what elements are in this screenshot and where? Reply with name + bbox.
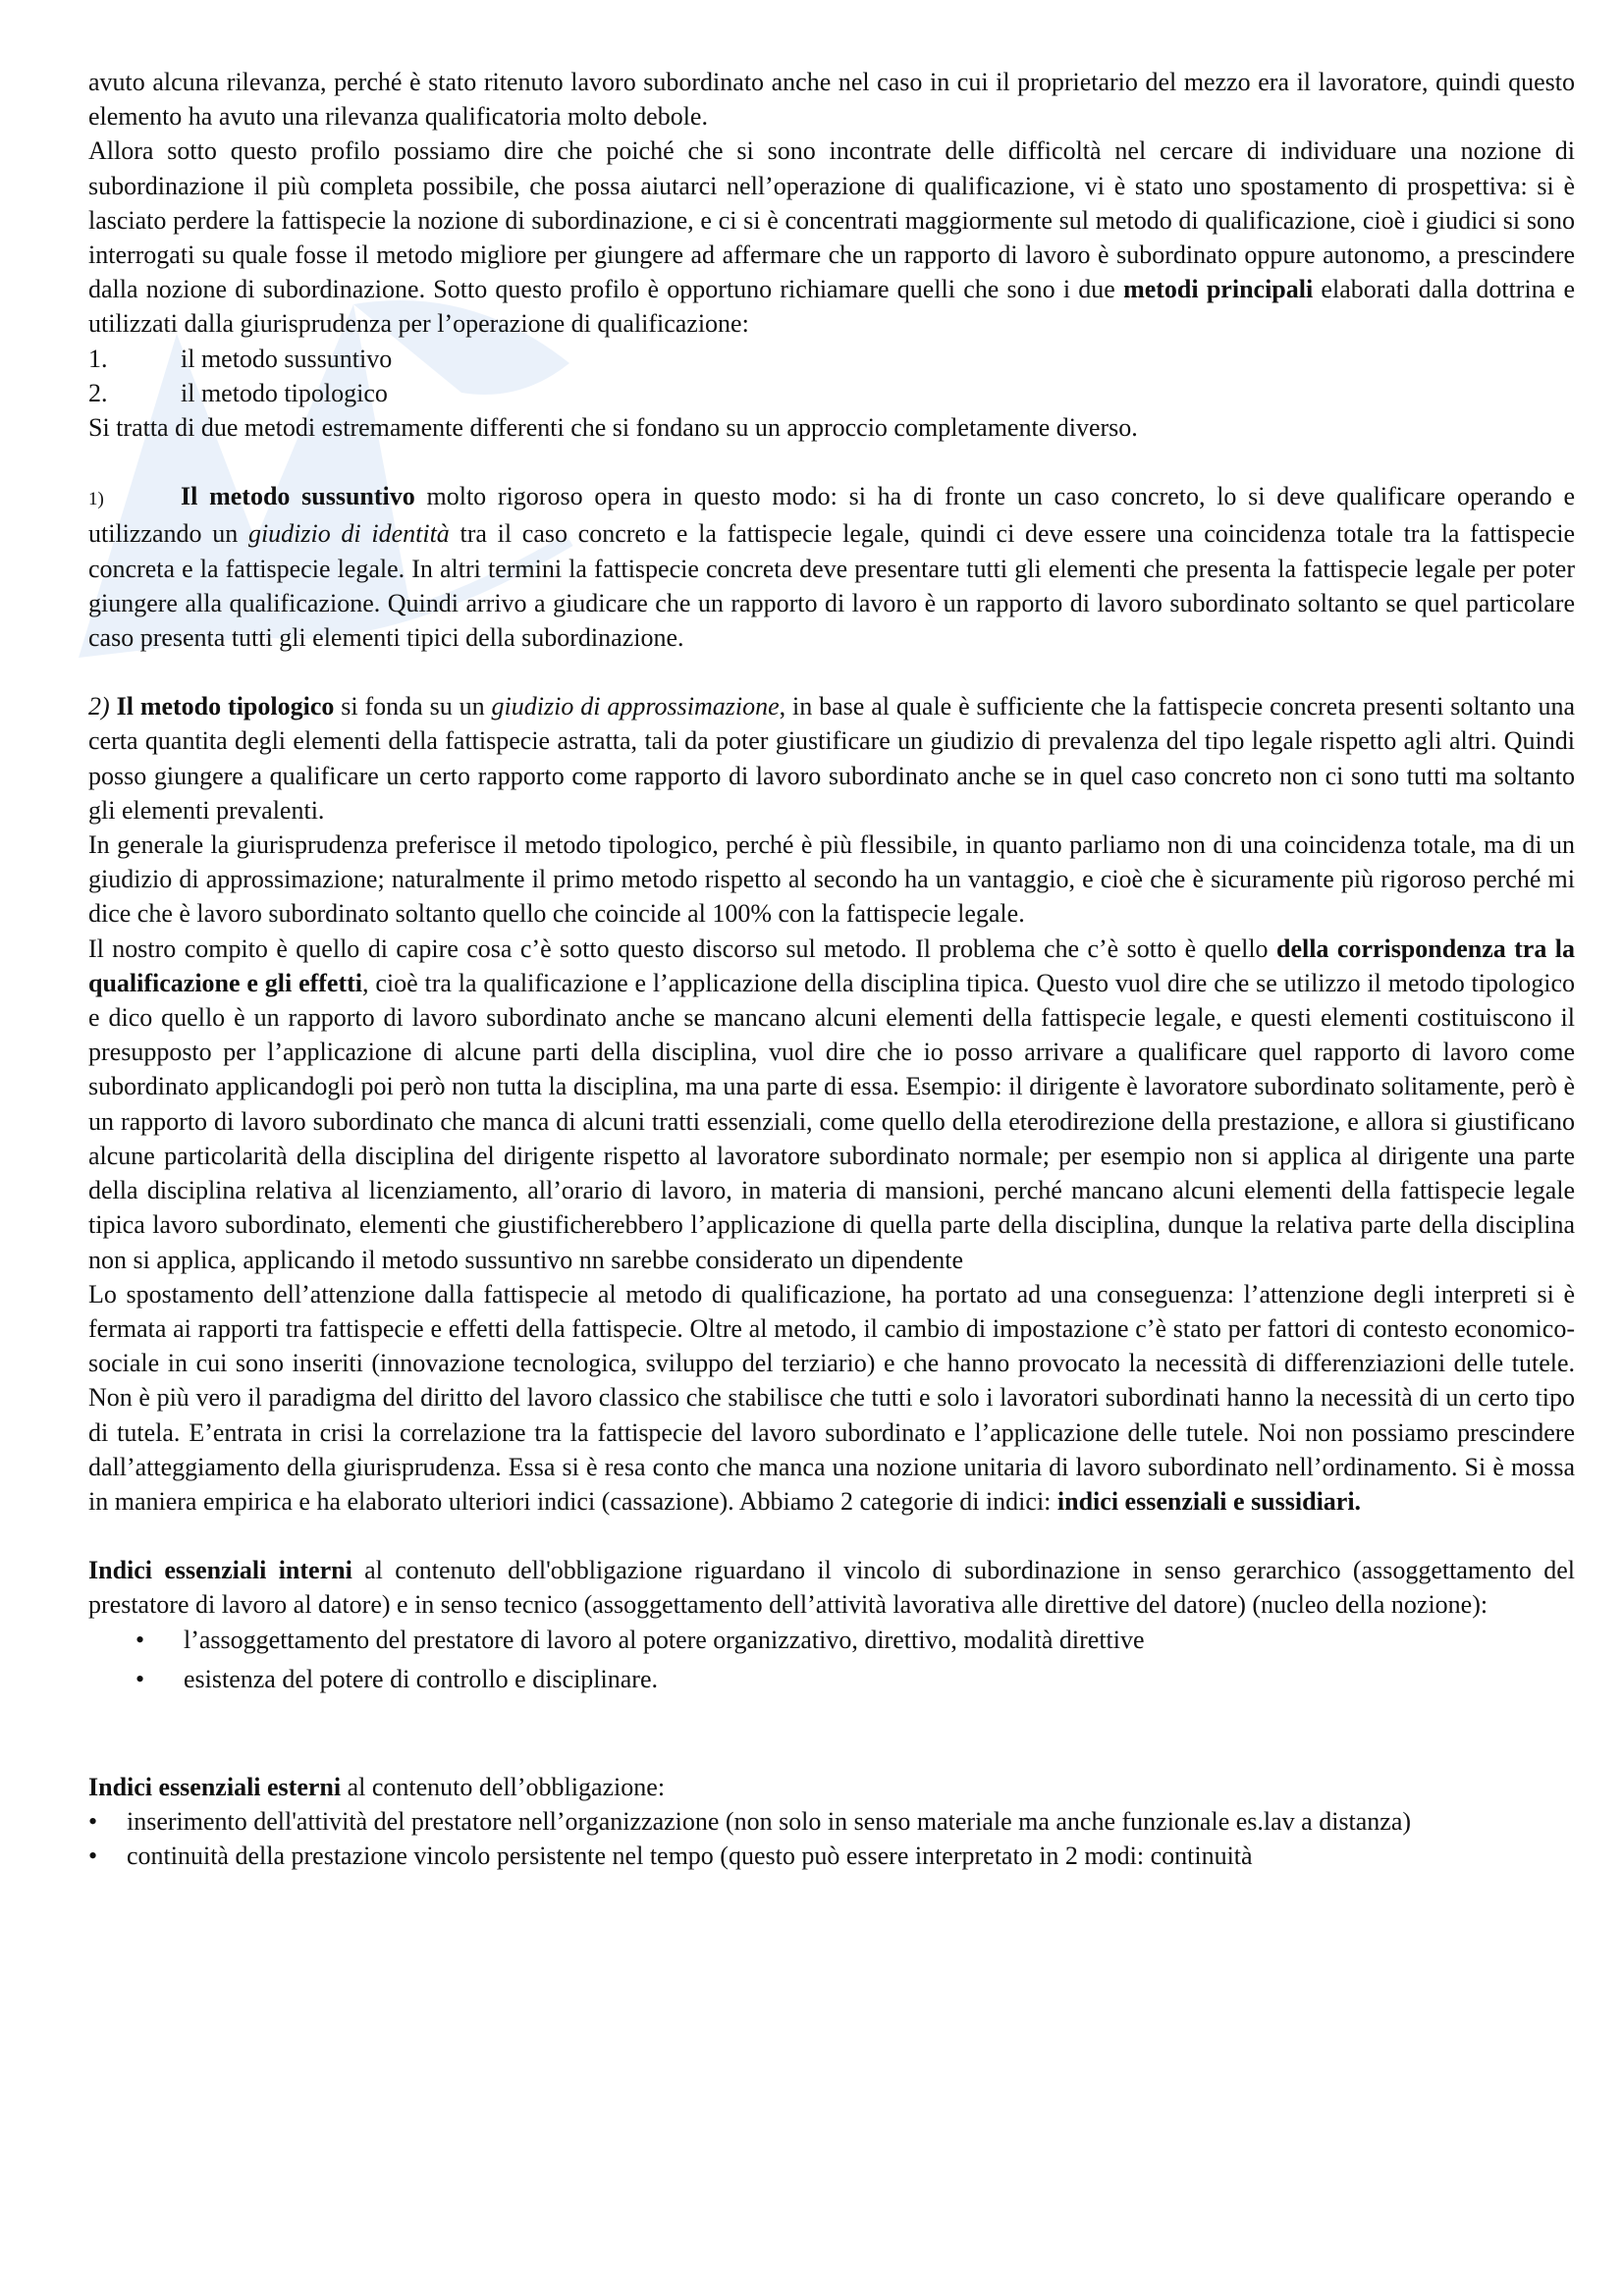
- paragraph-metodo-tipologico: [88, 689, 1575, 828]
- bold-run: Indici essenziali esterni: [88, 1772, 342, 1801]
- document-page: [88, 65, 1575, 1874]
- list-item-method-1: [88, 342, 1575, 376]
- text-run: , in base al quale è sufficiente che la fattispecie concreta presenti soltanto una certa quantita degli elementi della fattispecie astratta, tali da poter giustificare un giudizio di prevalenza del tipo legale rispetto agli altri. Quindi posso giungere a qualificare un certo rapporto come rapporto di lavoro subordinato anche se in quel caso concreto non ci sono tutti ma soltanto gli elementi prevalenti.: [88, 692, 1575, 825]
- text-run: Il nostro compito è quello di capire cosa c’è sotto questo discorso sul metodo. Il problema che c’è sotto è quello: [88, 934, 1276, 963]
- italic-run: giudizio di approssimazione: [491, 692, 780, 721]
- bold-run: metodi principali: [1123, 275, 1314, 304]
- list-number: 1.: [88, 344, 108, 373]
- paragraph-number: 1): [88, 489, 104, 510]
- bold-run: Il metodo tipologico: [116, 692, 335, 721]
- list-item: • esistenza del potere di controllo e disciplinare.: [88, 1662, 1575, 1696]
- text-run: al contenuto dell’obbligazione:: [341, 1772, 666, 1801]
- text-run: Lo spostamento dell’attenzione dalla fattispecie al metodo di qualificazione, ha portato ad una conseguenza: l’attenzione degli interpreti si è fermata ai rapporti tra fattispecie e effetti della fattispecie. Oltre al metodo, il cambio di impostazione c’è stato per fattori di contesto economico-sociale in cui sono inseriti (innovazione tecnologica, sviluppo del terziario) e che hanno provocato la necessità di differenziazioni delle tutele. Non è più vero il paradigma del diritto del lavoro classico che stabilisce che tutti e solo i lavoratori subordinati hanno la necessità di un certo tipo di tutela. E’entrata in crisi la correlazione tra la fattispecie del lavoro subordinato e l’applicazione delle tutele. Noi non possiamo prescindere dall’atteggiamento della giurisprudenza. Essa si è resa conto che manca una nozione unitaria di lavoro subordinato nell’ordinamento. Si è mossa in maniera empirica e ha elaborato ulteriori indici (cassazione). Abbiamo 2 categorie di indici:: [88, 1279, 1575, 1516]
- text-run: si fonda su un: [334, 692, 492, 721]
- paragraph-indici-interni: [88, 1553, 1575, 1622]
- list-number: 2.: [88, 378, 108, 407]
- text-run: tra il caso concreto e la fattispecie legale, quindi ci deve essere una coincidenza totale tra la fattispecie concreta e la fattispecie legale. In altri termini la fattispecie concreta deve presentare tutti gli elementi che presenta la fattispecie legale per poter giungere alla qualificazione. Quindi arrivo a giudicare che un rapporto di lavoro è un rapporto di lavoro subordinato soltanto se quel particolare caso presenta tutti gli elementi tipici della subordinazione.: [88, 519, 1575, 653]
- list-item: • inserimento dell'attività del prestatore nell’organizzazione (non solo in senso materiale ma anche funzionale es.lav a distanza): [88, 1804, 1575, 1839]
- bold-run: Indici essenziali interni: [88, 1556, 352, 1585]
- paragraph-allora: [88, 133, 1575, 341]
- paragraph-indici-esterni: [88, 1770, 1575, 1804]
- text-run: molto rigoroso opera in questo modo: si ha di fronte un caso concreto, lo si deve qualificare operando e utilizzando un: [88, 482, 1575, 549]
- list-label: il metodo tipologico: [181, 378, 388, 407]
- text-run: elaborati dalla dottrina e utilizzati dalla giurisprudenza per l’operazione di qualificazione:: [88, 275, 1575, 339]
- paragraph-due-metodi: Si tratta di due metodi estremamente differenti che si fondano su un approccio completamente diverso.: [88, 413, 1138, 443]
- list-item: • continuità della prestazione vincolo persistente nel tempo (questo può essere interpretato in 2 modi: continuità: [88, 1839, 1575, 1873]
- text-run: , cioè tra la qualificazione e l’applicazione della disciplina tipica. Questo vuol dire che se utilizzo il metodo tipologico e dico quello è un rapporto di lavoro subordinato anche se mancano alcuni elementi della fattispecie legale, e questi elementi costituiscono il presupposto per l’applicazione di alcune parti della disciplina, vuol dire che io posso arrivare a qualificare quel rapporto di lavoro come subordinato applicandogli poi però non tutta la disciplina, ma una parte di essa. Esempio: il dirigente è lavoratore subordinato solitamente, però è un rapporto di lavoro subordinato che manca di alcuni tratti essenziali, come quello della eterodirezione della prestazione, e allora si giustificano alcune particolarità della disciplina del dirigente rispetto al lavoratore subordinato normale; per esempio non si applica al dirigente una parte della disciplina relativa al licenziamento, all’orario di lavoro, in materia di mansioni, perché mancano alcuni elementi della fattispecie legale tipica lavoro subordinato, elementi che giustificherebbero l’applicazione di quella parte della disciplina, dunque la relativa parte della disciplina non si applica, applicando il metodo sussuntivo nn sarebbe considerato un dipendente: [88, 968, 1575, 1274]
- bold-run: Il metodo sussuntivo: [181, 482, 415, 511]
- list-indici-esterni: [88, 1804, 1575, 1873]
- bold-run: della corrispondenza tra la qualificazione e gli effetti: [88, 934, 1575, 997]
- paragraph-intro: avuto alcuna rilevanza, perché è stato ritenuto lavoro subordinato anche nel caso in cui il proprietario del mezzo era il lavoratore, quindi questo elemento ha avuto una rilevanza qualificatoria molto debole.: [88, 68, 1575, 132]
- list-label: il metodo sussuntivo: [181, 344, 393, 373]
- list-item-method-2: [88, 376, 1575, 410]
- paragraph-nostro-compito: [88, 932, 1575, 1277]
- italic-run: giudizio di identità: [247, 519, 450, 549]
- paragraph-spostamento: [88, 1277, 1575, 1519]
- text-run: Allora sotto questo profilo possiamo dire che poiché che si sono incontrate delle difficoltà nel cercare di individuare una nozione di subordinazione il più completa possibile, che possa aiutarci nell’operazione di qualificazione, vi è stato uno spostamento di prospettiva: si è lasciato perdere la fattispecie la nozione di subordinazione, e ci si è concentrati maggiormente sul metodo di qualificazione, cioè i giudici si sono interrogati su quale fosse il metodo migliore per giungere ad affermare che un rapporto di lavoro è subordinato oppure autonomo, a prescindere dalla nozione di subordinazione. Sotto questo profilo è opportuno richiamare quelli che sono i due: [88, 136, 1575, 304]
- text-run: al contenuto dell'obbligazione riguardano il vincolo di subordinazione in senso gerarchico (assoggettamento del prestatore di lavoro al datore) e in senso tecnico (assoggettamento dell’attività lavorativa alle direttive del datore) (nucleo della nozione):: [88, 1556, 1575, 1620]
- list-item: • l’assoggettamento del prestatore di lavoro al potere organizzativo, direttivo, modalità direttive: [88, 1623, 1575, 1657]
- paragraph-in-generale: In generale la giurisprudenza preferisce il metodo tipologico, perché è più flessibile, in quanto parliamo non di una coincidenza totale, ma di un giudizio di approssimazione; naturalmente il primo metodo rispetto al secondo ha un vantaggio, e cioè che è sicuramente più rigoroso perché mi dice che è lavoro subordinato soltanto quello che coincide al 100% con la fattispecie legale.: [88, 830, 1575, 929]
- list-indici-interni: [88, 1623, 1575, 1696]
- paragraph-number: 2): [88, 692, 110, 721]
- paragraph-metodo-sussuntivo: [88, 479, 1575, 655]
- bold-run: indici essenziali e sussidiari.: [1056, 1486, 1362, 1516]
